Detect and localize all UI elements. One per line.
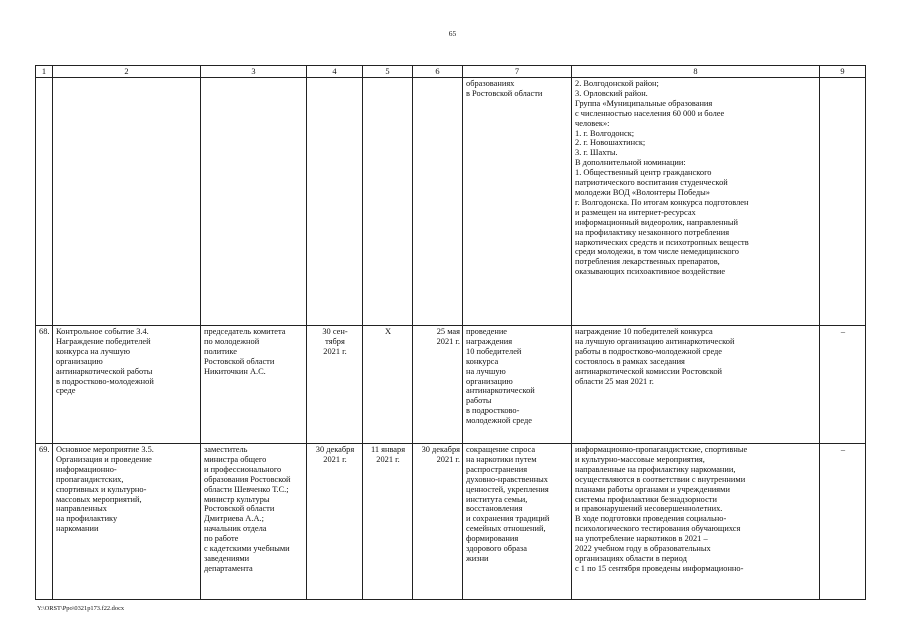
text-line: г. Волгодонска. По итогам конкурса подготовлен [575, 197, 749, 207]
text-line: информационно-пропагандистские, спортивные [575, 445, 748, 454]
text-line: и профессионального [204, 464, 282, 474]
text-line: и правонарушений несовершеннолетних. [575, 504, 723, 514]
text-line: работы в подростково-молодежной среде [575, 346, 723, 356]
page-number: 65 [448, 29, 457, 38]
text-line: Никиточкин А.С. [204, 366, 266, 376]
text-line: духовно-нравственных [466, 474, 548, 484]
text-line: распространения [466, 464, 528, 474]
table-row [36, 326, 866, 444]
row-number-cell: 68. [36, 326, 53, 444]
text-line: награждение 10 победителей конкурса [575, 327, 713, 336]
header-row [36, 66, 866, 78]
text-line: семейных отношений, [466, 524, 546, 534]
text-line: сокращение спроса [466, 445, 536, 454]
header-cell: 1 [36, 66, 53, 78]
text-line: Ростовской области [204, 356, 275, 366]
text-line: и культурно-массовые мероприятия, [575, 454, 705, 464]
text-line: информационный видеоролик, направленный [575, 217, 738, 227]
text-line: 10 победителей [466, 346, 522, 356]
text-line: тября [325, 336, 345, 346]
text-line: восстановления [466, 504, 523, 514]
text-line: области 25 мая 2021 г. [575, 376, 654, 386]
text-line: организациях области в период [575, 553, 687, 563]
text-line: организацию [56, 356, 103, 366]
text-line: Группа «Муниципальные образования [575, 98, 713, 108]
text-line: Награждение победителей [56, 336, 151, 346]
text-line: на употребление наркотиков в 2021 – [575, 534, 708, 544]
text-line: в подростково-молодежной [56, 376, 154, 386]
text-line: 2022 учебном году в образовательных [575, 544, 711, 554]
text-line: 2021 г. [436, 336, 460, 346]
header-cell: 7 [463, 66, 572, 78]
text-line: на лучшую [466, 366, 506, 376]
text-line: на профилактику [56, 514, 118, 524]
text-line: награждения [466, 336, 513, 346]
text-line: Организация и проведение [56, 454, 152, 464]
text-line: 3. Орловский район. [575, 88, 648, 98]
text-line: 1. г. Волгодонск; [575, 128, 635, 138]
text-line: на профилактику незаконного потребления [575, 227, 730, 237]
footer-file-path: Y:\ORST\Ppo\0321p173.f22.docx [37, 605, 125, 612]
header-cell: 8 [572, 66, 820, 78]
text-line: области Шевченко Т.С.; [204, 484, 289, 494]
row-number-cell: 69. [36, 444, 53, 600]
text-line: потребления лекарственных препаратов, [575, 257, 720, 267]
header-cell: 6 [413, 66, 463, 78]
start-date-cell [363, 78, 413, 326]
text-line: председатель комитета [204, 327, 286, 336]
header-cell: 3 [201, 66, 307, 78]
text-line: в Ростовской области [466, 88, 543, 98]
text-line: здорового образа [466, 544, 527, 554]
text-line: Основное мероприятие 3.5. [56, 445, 154, 454]
text-line: ценностей, укрепления [466, 484, 549, 494]
text-line: политике [204, 346, 237, 356]
text-line: проведение [466, 327, 508, 336]
text-line: конкурса на лучшую [56, 346, 131, 356]
text-line: организацию [466, 376, 513, 386]
text-line: 2021 г. [436, 454, 460, 464]
table-row [36, 444, 866, 600]
text-line: антинаркотической комиссии Ростовской [575, 366, 723, 376]
status-cell [572, 326, 820, 444]
plan-date-cell [307, 78, 363, 326]
text-line: 30 сен- [322, 327, 348, 336]
text-line: заведениями [204, 553, 250, 563]
text-line: 2021 г. [376, 454, 400, 464]
text-line: начальник отдела [204, 524, 267, 534]
fact-date-cell [413, 326, 463, 444]
responsible-cell [201, 444, 307, 600]
text-line: психологического тестирования обучающихся [575, 524, 741, 534]
text-line: 2. г. Новошахтинск; [575, 138, 646, 148]
text-line: Дмитриева А.А.; [204, 514, 264, 524]
text-line: Контрольное событие 3.4. [56, 327, 149, 336]
text-line: X [384, 327, 392, 336]
text-line: 30 декабря [421, 445, 460, 454]
fact-date-cell [413, 78, 463, 326]
plan-date-cell [307, 326, 363, 444]
expected-result-cell [463, 78, 572, 326]
status-cell [572, 444, 820, 600]
text-line: человек»: [575, 118, 610, 128]
mark-cell: – [820, 326, 866, 444]
text-line: антинаркотической [466, 386, 535, 396]
header-cell: 5 [363, 66, 413, 78]
text-line: 2021 г. [323, 454, 347, 464]
text-line: по молодежной [204, 336, 260, 346]
text-line: пропагандистских, [56, 474, 124, 484]
text-line: направленных [56, 504, 107, 514]
text-line: 30 декабря [315, 445, 355, 454]
mark-cell [820, 78, 866, 326]
text-line: и сохранения традиций [466, 514, 550, 524]
text-line: информационно- [56, 464, 117, 474]
text-line: 25 мая [436, 327, 460, 336]
text-line: оказывающих психоактивное воздействие [575, 267, 726, 277]
text-line: массовых мероприятий, [56, 494, 142, 504]
text-line: состоялось в рамках заседания [575, 356, 685, 366]
header-cell: 2 [53, 66, 201, 78]
start-date-cell [363, 444, 413, 600]
text-line: института семьи, [466, 494, 528, 504]
text-line: с численностью населения 60 000 и более [575, 108, 725, 118]
text-line: направленные на профилактику наркомании, [575, 464, 736, 474]
text-line: образования Ростовской [204, 474, 291, 484]
text-line: по работе [204, 534, 239, 544]
text-line: и размещен на интернет-ресурсах [575, 207, 696, 217]
text-line: образованиях [466, 79, 515, 88]
text-line: антинаркотической работы [56, 366, 153, 376]
text-line: Ростовской области [204, 504, 275, 514]
event-cell [53, 326, 201, 444]
text-line: среде [56, 386, 76, 396]
text-line: конкурса [466, 356, 499, 366]
text-line: осуществляются в соответствии с внутренними [575, 474, 746, 484]
text-line: заместитель [204, 445, 248, 454]
row-number-cell [36, 78, 53, 326]
text-line: 3. г. Шахты. [575, 148, 618, 158]
text-line: 11 января [370, 445, 406, 454]
text-line: на лучшую организацию антинаркотической [575, 336, 735, 346]
text-line: департамента [204, 563, 253, 573]
text-line: 2021 г. [323, 346, 347, 356]
text-line: 2. Волгодонской район; [575, 79, 659, 88]
table-row [36, 78, 866, 326]
text-line: наркомании [56, 524, 99, 534]
start-date-cell [363, 326, 413, 444]
event-cell [53, 444, 201, 600]
fact-date-cell [413, 444, 463, 600]
text-line: 1. Общественный центр гражданского [575, 168, 712, 178]
status-cell [572, 78, 820, 326]
expected-result-cell [463, 326, 572, 444]
text-line: В ходе подготовки проведения социально- [575, 514, 727, 524]
text-line: молодежи ВОД «Волонтеры Победы» [575, 187, 710, 197]
text-line: среди молодежи, в том числе немедицинского [575, 247, 739, 257]
expected-result-cell [463, 444, 572, 600]
text-line: спортивных и культурно- [56, 484, 147, 494]
text-line: системы профилактики безнадзорности [575, 494, 717, 504]
text-line: В дополнительной номинации: [575, 158, 686, 168]
text-line: планами работы органами и учреждениями [575, 484, 730, 494]
mark-cell: – [820, 444, 866, 600]
event-cell [53, 78, 201, 326]
responsible-cell [201, 326, 307, 444]
text-line: молодежной среде [466, 416, 533, 426]
text-line: в подростково- [466, 406, 520, 416]
text-line: министра общего [204, 454, 267, 464]
plan-date-cell [307, 444, 363, 600]
header-cell: 9 [820, 66, 866, 78]
text-line: формирования [466, 534, 519, 544]
text-line: с кадетскими учебными [204, 544, 290, 554]
text-line: на наркотики путем [466, 454, 537, 464]
responsible-cell [201, 78, 307, 326]
report-table [35, 65, 866, 600]
text-line: с 1 по 15 сентября проведены информационно- [575, 563, 744, 573]
text-line: работы [466, 396, 492, 406]
text-line: жизни [466, 553, 489, 563]
text-line: наркотических средств и психотропных веществ [575, 237, 749, 247]
text-line: патриотического воспитания студенческой [575, 178, 728, 188]
header-cell: 4 [307, 66, 363, 78]
text-line: министр культуры [204, 494, 270, 504]
